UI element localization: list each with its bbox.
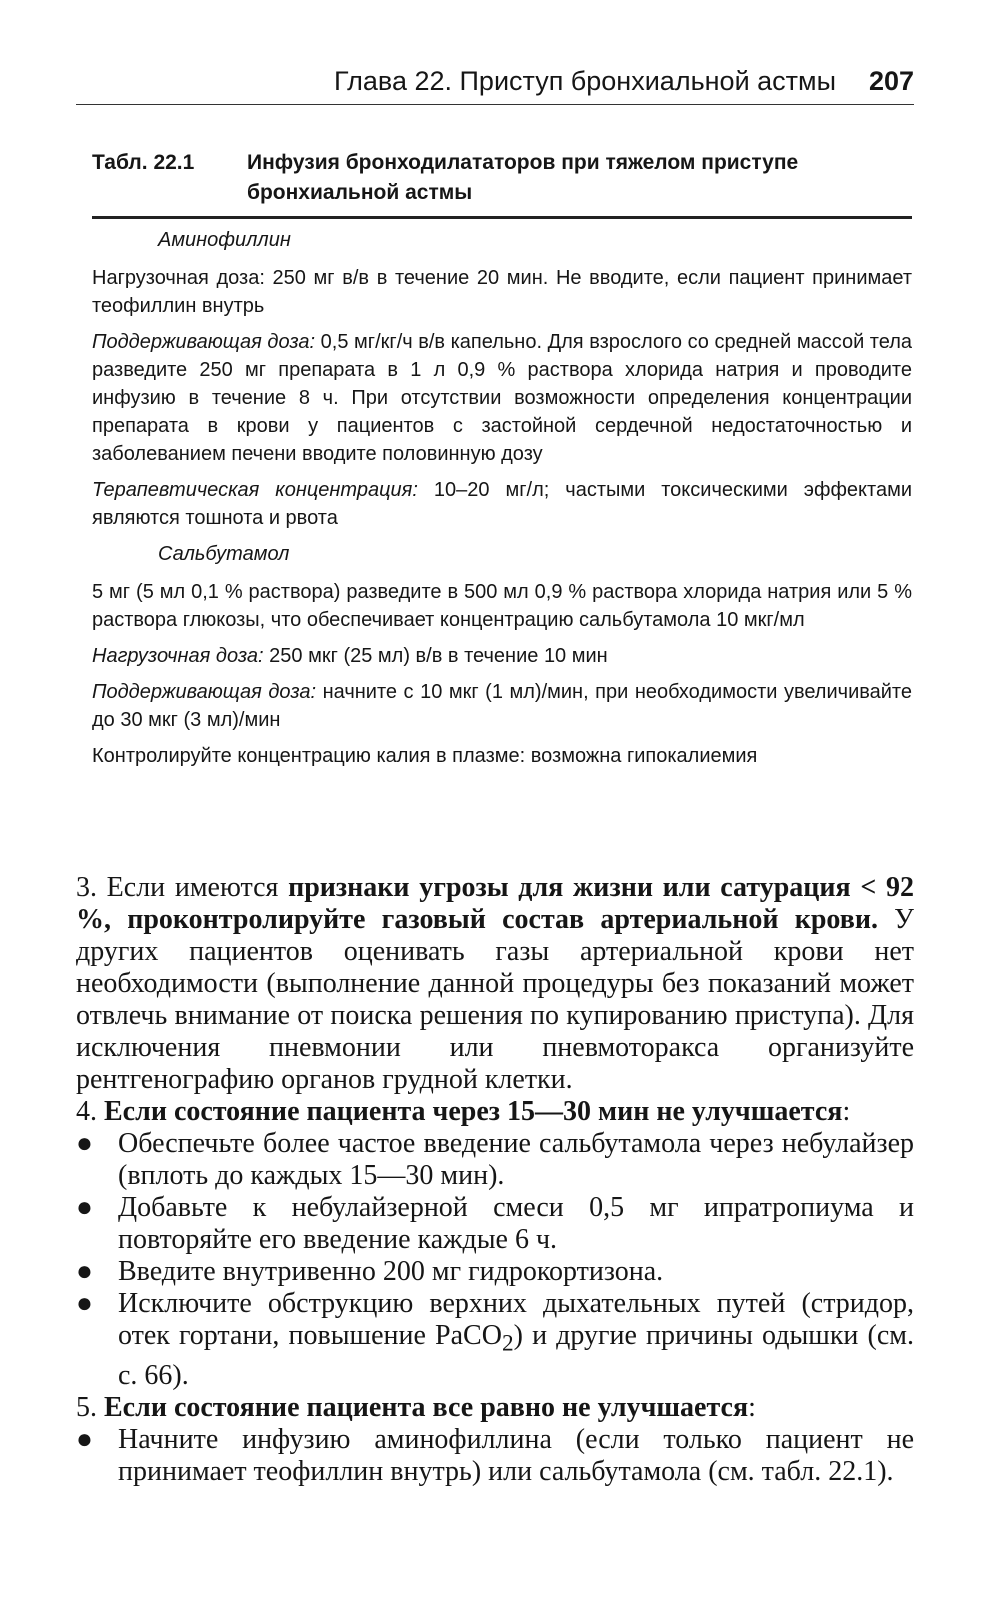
bullet-icon: ●: [76, 1192, 93, 1223]
table-paragraph: 5 мг (5 мл 0,1 % раствора) разведите в 500 мл 0,9 % раствора хлорида натрия или 5 % раствора глюкозы, что обеспечивает концентрацию сальбутамола 10 мкг/мл: [92, 581, 912, 631]
header-rule: [76, 104, 914, 105]
numbered-item-4: 4. Если состояние пациента через 15—30 мин не улучшается:: [76, 1096, 851, 1127]
bullet-item: ● Введите внутривенно 200 мг гидрокортизона.: [76, 1256, 664, 1287]
table-paragraph: Контролируйте концентрацию калия в плазме: возможна гипокалиемия: [92, 745, 758, 767]
bullet-item: ● Обеспечьте более частое введение сальбутамола через небулайзер (вплоть до каждых 15—30 мин).: [76, 1128, 914, 1191]
table-paragraph: Поддерживающая доза: начните с 10 мкг (1 мл)/мин, при необходимости увеличивайте до 30 мкг (3 мл)/мин: [92, 681, 912, 731]
main-text: [76, 872, 914, 1488]
infusion-table: [92, 226, 912, 778]
section-heading-aminophylline: Аминофиллин: [158, 229, 291, 251]
paragraph-lead: Терапевтическая концентрация:: [92, 479, 418, 501]
paragraph-lead: Нагрузочная доза:: [92, 645, 264, 667]
table-paragraph: Терапевтическая концентрация: 10–20 мг/л; частыми токсическими эффектами являются тошнота и рвота: [92, 479, 913, 529]
bullet-icon: ●: [76, 1256, 93, 1287]
table-paragraph: Нагрузочная доза: 250 мг в/в в течение 20 мин. Не вводите, если пациент принимает теофиллин внутрь: [92, 267, 912, 317]
numbered-item-3: 3. Если имеются признаки угрозы для жизни или сатурация < 92 %, проконтролируйте газовый состав артериальной крови. У других пациентов оценивать газы артериальной крови нет необходимости (выполнение данной процедуры без показаний может отвлечь внимание от поиска решения по купированию приступа). Для исключения пневмонии или пневмоторакса организуйте рентгенографию органов грудной клетки.: [76, 872, 914, 1095]
bullet-icon: ●: [76, 1128, 93, 1159]
bullet-icon: ●: [76, 1423, 93, 1455]
table-label: Табл. 22.1: [92, 151, 195, 174]
running-header: [76, 62, 914, 106]
bullet-item: ● Начните инфузию аминофиллина (если только пациент не принимает теофиллин внутрь) или сальбутамола (см. табл. 22.1).: [76, 1423, 914, 1487]
emphasis: Если состояние пациента все равно не улучшается: [104, 1391, 749, 1423]
table-paragraph: Поддерживающая доза: 0,5 мг/кг/ч в/в капельно. Для взрослого со средней массой тела разведите 250 мг препарата в 1 л 0,9 % раствора хлорида натрия и проводите инфузию в течение 8 ч. При отсутствии возможности определения концентрации препарата в крови у пациентов с застойной сердечной недостаточностью и заболеванием печени вводите половинную дозу: [92, 331, 912, 465]
table-rule: [92, 216, 912, 219]
bullet-item: ● Исключите обструкцию верхних дыхательных путей (стридор, отек гортани, повышение PaCO$_2$) и другие причины одышки (см. с. 66).: [76, 1288, 914, 1391]
table-paragraph: Нагрузочная доза: 250 мкг (25 мл) в/в в течение 10 мин: [92, 645, 608, 667]
page-number: 207: [868, 66, 914, 96]
section-heading-salbutamol: Сальбутамол: [158, 543, 290, 565]
chapter-title: Глава 22. Приступ бронхиальной астмы: [334, 66, 836, 96]
emphasis: Если состояние пациента через 15—30 мин не улучшается: [104, 1096, 843, 1127]
emphasis: признаки угрозы для жизни или сатурация < 92 %, проконтролируйте газовый состав артериальной крови.: [76, 872, 914, 935]
numbered-item-5: 5. Если состояние пациента все равно не улучшается:: [76, 1391, 756, 1423]
paragraph-lead: Поддерживающая доза:: [92, 681, 317, 703]
bullet-item: ● Добавьте к небулайзерной смеси 0,5 мг ипратропиума и повторяйте его введение каждые 6 ч.: [76, 1192, 914, 1255]
bullet-icon: ●: [76, 1288, 93, 1319]
table-title: Инфузия бронходилататоров при тяжелом приступе бронхиальной астмы: [247, 151, 799, 204]
paragraph-lead: Поддерживающая доза:: [92, 331, 316, 353]
